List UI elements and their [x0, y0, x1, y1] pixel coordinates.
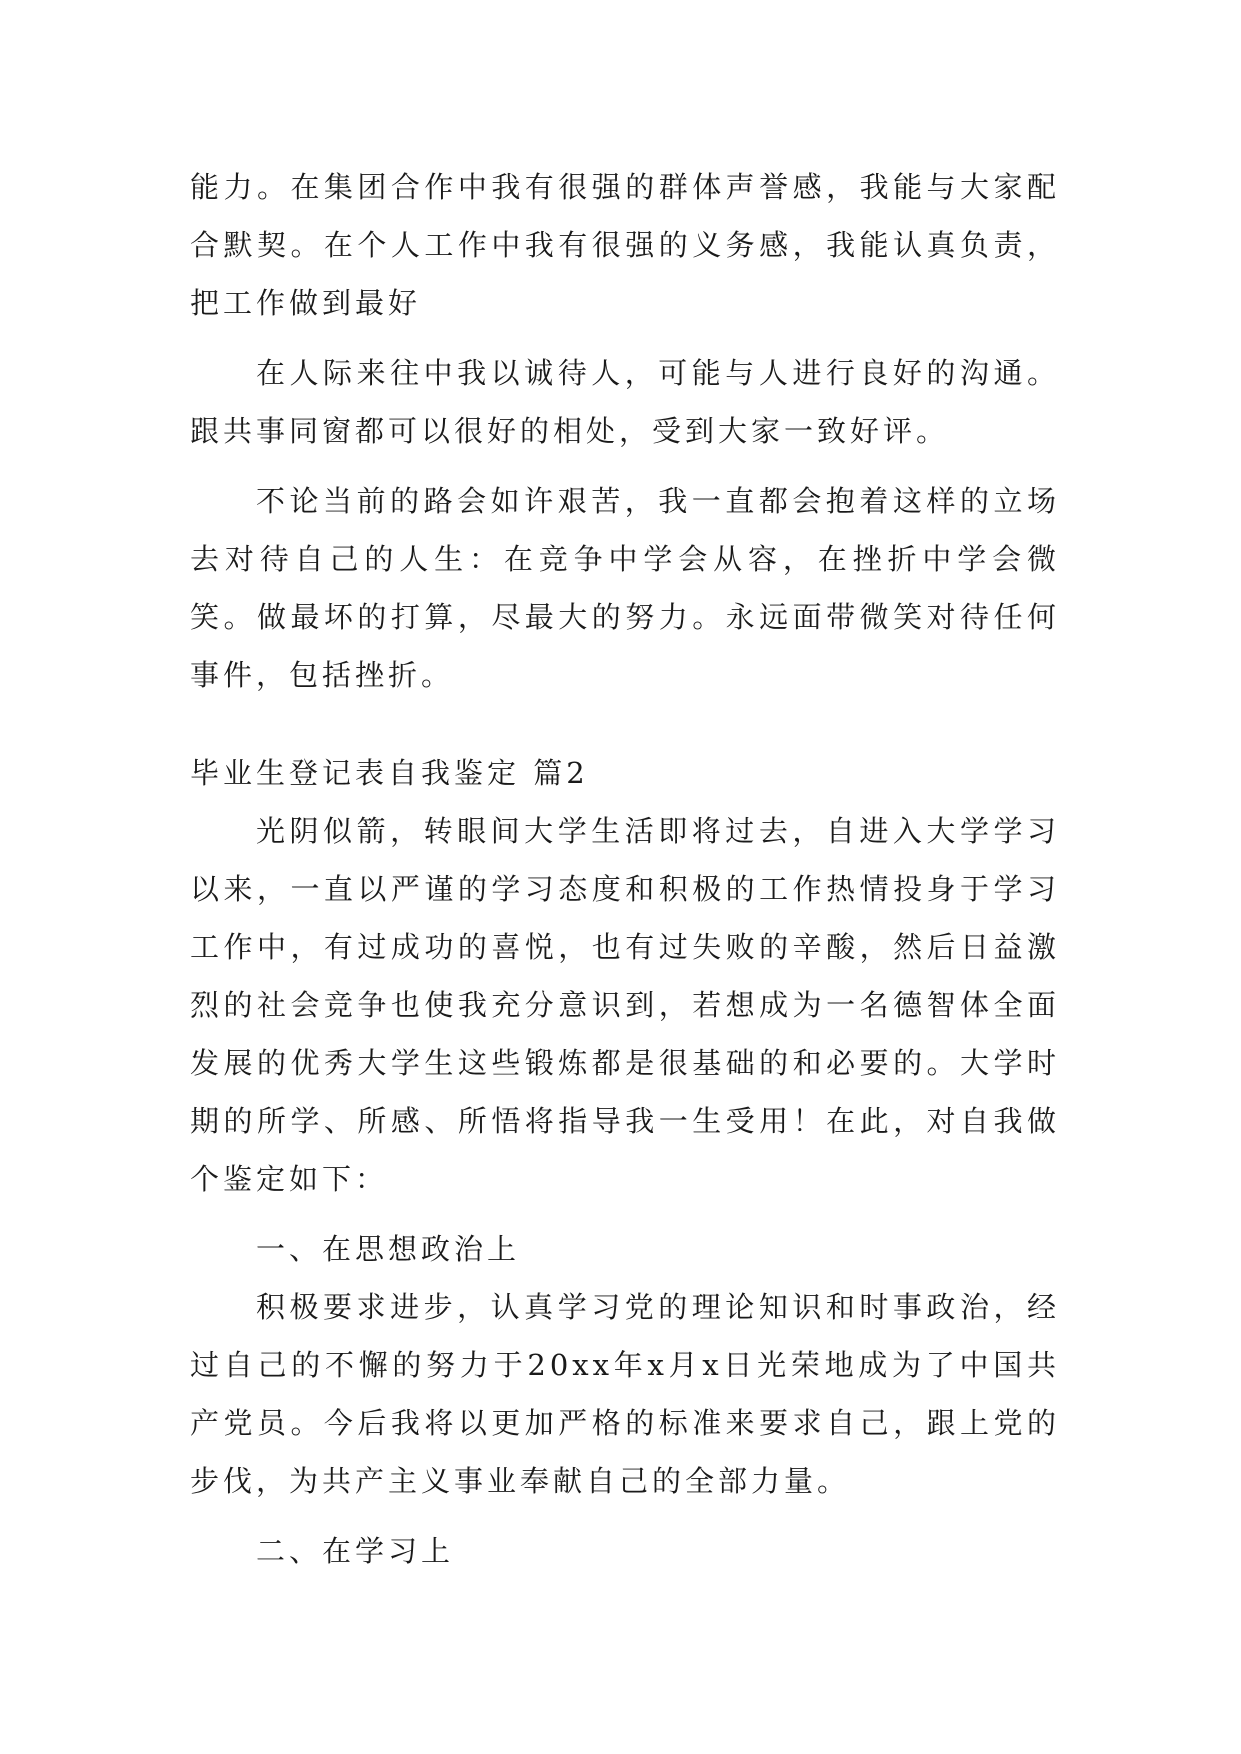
paragraph-attitude: 不论当前的路会如许艰苦，我一直都会抱着这样的立场去对待自己的人生：在竞争中学会从容，在挫折中学会微笑。做最坏的打算，尽最大的努力。永远面带微笑对待任何事件，包括挫折。 — [190, 484, 1060, 692]
heading-politics: 一、在思想政治上 — [256, 1232, 521, 1266]
paragraph-interpersonal: 在人际来往中我以诚待人，可能与人进行良好的沟通。跟共事同窗都可以很好的相处，受到大家一致好评。 — [190, 356, 1060, 448]
paragraph-abilities: 能力。在集团合作中我有很强的群体声誉感，我能与大家配合默契。在个人工作中我有很强的义务感，我能认真负责，把工作做到最好 — [190, 170, 1060, 320]
document-page — [190, 158, 1060, 1580]
heading-study: 二、在学习上 — [256, 1534, 455, 1568]
paragraph-politics: 积极要求进步，认真学习党的理论知识和时事政治，经过自己的不懈的努力于20xx年x月x日光荣地成为了中国共产党员。今后我将以更加严格的标准来要求自己，跟上党的步伐，为共产主义事业奉献自己的全部力量。 — [190, 1290, 1060, 1498]
section-title: 毕业生登记表自我鉴定 篇2 — [190, 756, 589, 790]
paragraph-intro: 光阴似箭，转眼间大学生活即将过去，自进入大学学习以来，一直以严谨的学习态度和积极的工作热情投身于学习工作中，有过成功的喜悦，也有过失败的辛酸，然后日益激烈的社会竞争也使我充分意识到，若想成为一名德智体全面发展的优秀大学生这些锻炼都是很基础的和必要的。大学时期的所学、所感、所悟将指导我一生受用！在此，对自我做个鉴定如下： — [190, 814, 1060, 1196]
